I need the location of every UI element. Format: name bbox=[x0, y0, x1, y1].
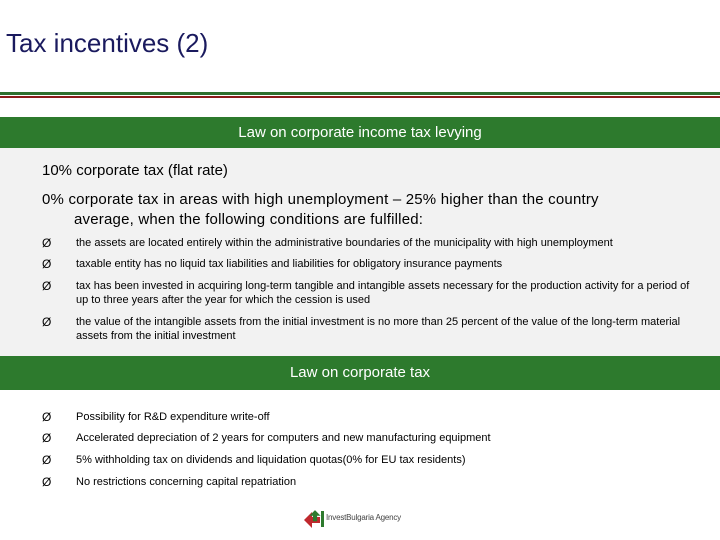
list-item-text: the assets are located entirely within the administrative boundaries of the municipality with high unemployment bbox=[76, 237, 613, 249]
unemployment-paragraph bbox=[42, 190, 692, 230]
list-item-text: taxable entity has no liquid tax liabilities and liabilities for obligatory insurance payments bbox=[76, 258, 503, 270]
unemployment-line-2: average, when the following conditions are fulfilled: bbox=[74, 211, 424, 228]
title-divider-green bbox=[0, 92, 720, 95]
list-item bbox=[42, 279, 702, 307]
list-item bbox=[42, 431, 702, 445]
arrow-bullet-icon: Ø bbox=[42, 410, 52, 424]
list-item-text: the value of the intangible assets from the initial investment is no more than 25 percent of the value of the long-term material assets from the initial investment bbox=[76, 316, 681, 342]
slide-title: Tax incentives (2) bbox=[6, 28, 209, 58]
list-item-text: Accelerated depreciation of 2 years for computers and new manufacturing equipment bbox=[76, 432, 491, 444]
list-item-text: Possibility for R&D expenditure write-off bbox=[76, 411, 270, 423]
list-item bbox=[42, 453, 702, 467]
list-item bbox=[42, 236, 702, 250]
arrow-bullet-icon: Ø bbox=[42, 475, 52, 489]
arrow-bullet-icon: Ø bbox=[42, 257, 52, 271]
unemployment-line-1: 0% corporate tax in areas with high unemployment – 25% higher than the country bbox=[42, 191, 599, 208]
list-item-text: tax has been invested in acquiring long-term tangible and intangible assets necessary for the production activity for a period of up to three years after the year for which the cession is used bbox=[76, 280, 690, 306]
section-heading-corporate-income-tax-levying: Law on corporate income tax levying bbox=[0, 117, 720, 148]
arrow-bullet-icon: Ø bbox=[42, 431, 52, 445]
flat-rate-line: 10% corporate tax (flat rate) bbox=[42, 162, 228, 179]
list-item bbox=[42, 410, 702, 424]
arrow-bullet-icon: Ø bbox=[42, 236, 52, 250]
list-item bbox=[42, 315, 702, 343]
logo-text: InvestBulgaria Agency bbox=[326, 513, 401, 522]
arrow-bullet-icon: Ø bbox=[42, 279, 52, 293]
list-item bbox=[42, 475, 702, 489]
arrow-bullet-icon: Ø bbox=[42, 315, 52, 329]
list-item-text: No restrictions concerning capital repatriation bbox=[76, 476, 297, 488]
list-item bbox=[42, 257, 702, 271]
arrow-bullet-icon: Ø bbox=[42, 453, 52, 467]
section-heading-corporate-tax: Law on corporate tax bbox=[0, 356, 720, 390]
title-divider-red bbox=[0, 96, 720, 98]
list-item-text: 5% withholding tax on dividends and liquidation quotas(0% for EU tax residents) bbox=[76, 454, 466, 466]
